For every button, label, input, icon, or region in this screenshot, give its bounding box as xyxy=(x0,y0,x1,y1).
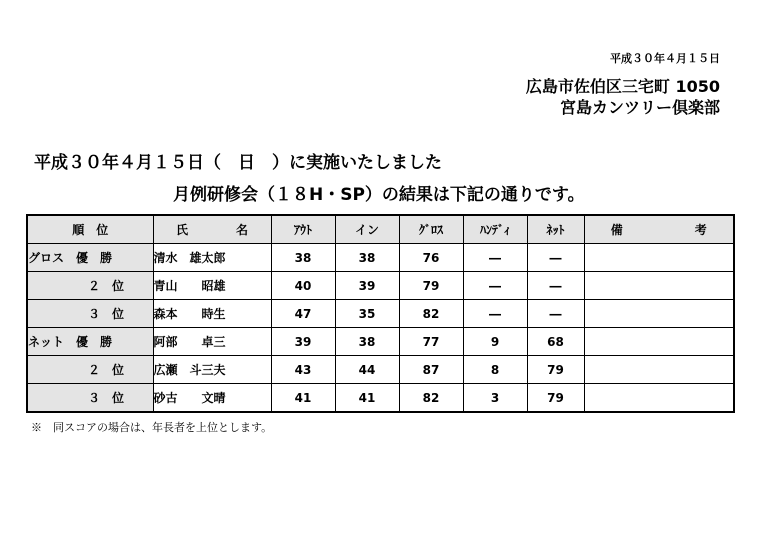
rank-cell: ３ 位 xyxy=(27,384,153,413)
in-cell: 44 xyxy=(335,356,399,384)
out-cell: 38 xyxy=(271,244,335,272)
intro-line-1: 平成３０年４月１５日（ 日 ）に実施いたしました xyxy=(34,153,442,173)
intro-line-2: 月例研修会（１８H・SP）の結果は下記の通りです。 xyxy=(173,185,585,205)
name-cell: 青山 昭雄 xyxy=(153,272,271,300)
table-row xyxy=(27,384,734,413)
name-cell: 砂古 文晴 xyxy=(153,384,271,413)
net-cell: ― xyxy=(527,300,584,328)
net-cell: 68 xyxy=(527,328,584,356)
gross-cell: 82 xyxy=(399,384,463,413)
out-cell: 43 xyxy=(271,356,335,384)
table-row xyxy=(27,328,734,356)
header-remarks: 備 考 xyxy=(584,215,734,244)
header-in: イン xyxy=(335,215,399,244)
gross-cell: 77 xyxy=(399,328,463,356)
remarks-cell xyxy=(584,384,734,413)
name-cell: 阿部 卓三 xyxy=(153,328,271,356)
name-cell: 森本 時生 xyxy=(153,300,271,328)
out-cell: 47 xyxy=(271,300,335,328)
name-cell: 清水 雄太郎 xyxy=(153,244,271,272)
handicap-cell: 8 xyxy=(463,356,527,384)
rank-cell: ２ 位 xyxy=(27,356,153,384)
rank-cell: ３ 位 xyxy=(27,300,153,328)
gross-cell: 76 xyxy=(399,244,463,272)
club-address: 広島市佐伯区三宅町 1050 xyxy=(525,77,720,96)
in-cell: 41 xyxy=(335,384,399,413)
table-row xyxy=(27,244,734,272)
table-row xyxy=(27,300,734,328)
header-gross: ｸﾞﾛｽ xyxy=(399,215,463,244)
gross-cell: 79 xyxy=(399,272,463,300)
header-out: ｱｳﾄ xyxy=(271,215,335,244)
results-table xyxy=(26,214,735,413)
header-net: ﾈｯﾄ xyxy=(527,215,584,244)
document-date: 平成３０年４月１５日 xyxy=(610,52,720,65)
in-cell: 39 xyxy=(335,272,399,300)
header-handicap: ﾊﾝﾃﾞｨ xyxy=(463,215,527,244)
net-cell: 79 xyxy=(527,356,584,384)
handicap-cell: ― xyxy=(463,272,527,300)
net-cell: 79 xyxy=(527,384,584,413)
rank-cell: グロス 優 勝 xyxy=(27,244,153,272)
out-cell: 39 xyxy=(271,328,335,356)
table-row xyxy=(27,356,734,384)
in-cell: 38 xyxy=(335,244,399,272)
handicap-cell: ― xyxy=(463,244,527,272)
table-header-row xyxy=(27,215,734,244)
club-name: 宮島カンツリー倶楽部 xyxy=(559,98,720,117)
gross-cell: 87 xyxy=(399,356,463,384)
remarks-cell xyxy=(584,300,734,328)
handicap-cell: ― xyxy=(463,300,527,328)
header-name: 氏 名 xyxy=(153,215,271,244)
handicap-cell: 3 xyxy=(463,384,527,413)
address-block xyxy=(526,76,720,118)
remarks-cell xyxy=(584,244,734,272)
remarks-cell xyxy=(584,328,734,356)
name-cell: 広瀬 斗三夫 xyxy=(153,356,271,384)
table-row xyxy=(27,272,734,300)
out-cell: 40 xyxy=(271,272,335,300)
rank-cell: ２ 位 xyxy=(27,272,153,300)
footnote: ※ 同スコアの場合は、年長者を上位とします。 xyxy=(31,421,273,434)
out-cell: 41 xyxy=(271,384,335,413)
handicap-cell: 9 xyxy=(463,328,527,356)
in-cell: 38 xyxy=(335,328,399,356)
gross-cell: 82 xyxy=(399,300,463,328)
net-cell: ― xyxy=(527,272,584,300)
remarks-cell xyxy=(584,272,734,300)
rank-cell: ネット 優 勝 xyxy=(27,328,153,356)
remarks-cell xyxy=(584,356,734,384)
net-cell: ― xyxy=(527,244,584,272)
header-rank: 順 位 xyxy=(27,215,153,244)
in-cell: 35 xyxy=(335,300,399,328)
